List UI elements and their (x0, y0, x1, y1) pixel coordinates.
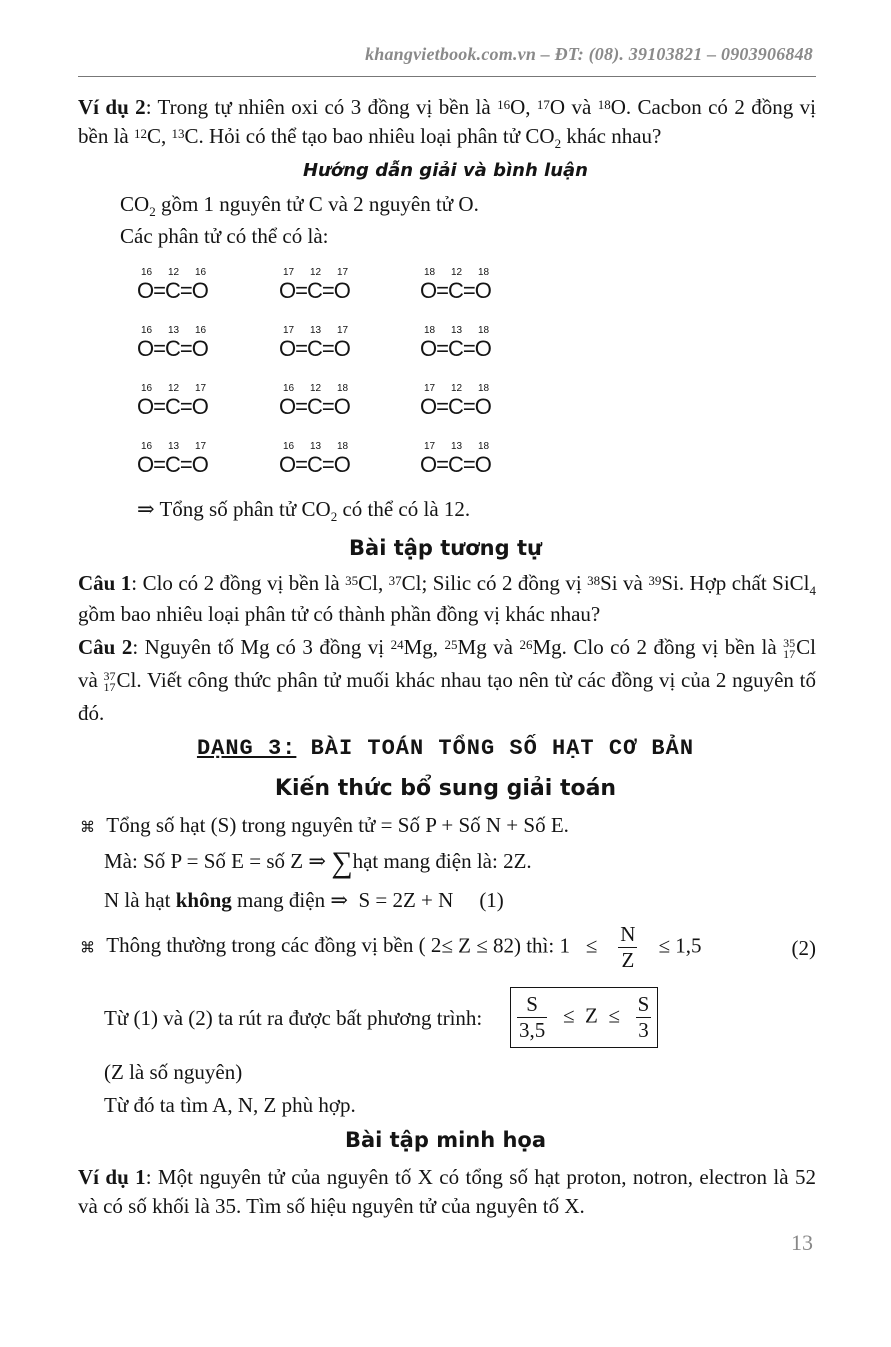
isotope-mass-label: 17 (337, 267, 349, 278)
molecule-formula: O=C=O (420, 452, 491, 477)
page-number: 13 (791, 1230, 813, 1255)
isotope-mass-label: 18 (478, 383, 490, 394)
isotope-mass-label: 17 (424, 383, 436, 394)
inequality-box: $\frac{S}{3,5}$ ≤ Z ≤ $\frac{S}{3}$ (510, 987, 658, 1048)
molecule-formula: O=C=O (137, 336, 208, 361)
question-1: Câu 1: Clo có 2 đồng vị bền là $^{35}$Cl, $^{37}$Cl; Silic có 2 đồng vị $^{38}$Si và $^{39}$Si. Hợp chất SiCl$_4$ gồm bao nhiêu loại phân tử có thành phần đồng vị khác nhau? (78, 571, 817, 626)
molecule-formula: O=C=O (279, 452, 350, 477)
isotope-mass-label: 12 (451, 383, 463, 394)
isotope-mass-label: 17 (337, 325, 349, 336)
co2-composition-line: $CO_2$ gồm 1 nguyên tử C và 2 nguyên tử O. (120, 192, 479, 219)
example-1-paragraph: Ví dụ 1: Một nguyên tử của nguyên tố X có tổng số hạt proton, notron, electron là 52 và có số khối là 35. Tìm số hiệu nguyên tử của nguyên tố X. (78, 1165, 817, 1218)
bullet-1-line-3: N là hạt không mang điện ⇒ S = 2Z + N (1) (104, 888, 504, 912)
isotope-mass-label: 12 (168, 383, 180, 394)
header-rule (78, 76, 816, 77)
isotope-mass-label: 17 (195, 441, 207, 452)
bullet-icon: ⌘ (80, 940, 95, 957)
isotope-mass-label: 18 (478, 267, 490, 278)
isotope-mass-label: 12 (451, 267, 463, 278)
n-over-z-fraction: $\frac{N}{Z}$ (620, 922, 636, 972)
isotope-mass-label: 18 (424, 325, 436, 336)
isotope-mass-label: 17 (283, 325, 295, 336)
co2-molecule (137, 325, 227, 365)
co2-molecule (137, 267, 227, 307)
example-2-paragraph: Ví dụ 2: Trong tự nhiên oxi có 3 đồng vị bền là $^{16}$O, $^{17}$O và $^{18}$O. Cacbon có 2 đồng vị bền là $^{12}$C, $^{13}$C. Hỏi có thể tạo bao nhiêu loại phân tử $CO_2$ khác nhau? (78, 95, 816, 151)
molecule-formula: O=C=O (420, 278, 491, 303)
note-find: Từ đó ta tìm A, N, Z phù hợp. (104, 1093, 356, 1117)
possible-molecules-line: Các phân tử có thể có là: (120, 224, 329, 248)
isotope-mass-label: 18 (478, 441, 490, 452)
isotope-mass-label: 12 (310, 383, 322, 394)
molecule-formula: O=C=O (137, 452, 208, 477)
isotope-mass-label: 13 (451, 325, 463, 336)
bullet-2: ⌘ Thông thường trong các đồng vị bền ( 2≤ Z ≤ 82) thì: 1 ≤ $\frac{N}{Z}$ ≤ 1,5 (2) (80, 922, 816, 972)
isotope-mass-label: 17 (424, 441, 436, 452)
isotope-mass-label: 12 (168, 267, 180, 278)
example-2-label: Ví dụ 2 (78, 95, 146, 119)
isotope-mass-label: 18 (337, 383, 349, 394)
co2-molecule (279, 267, 369, 307)
co2-molecule (137, 441, 227, 481)
co2-molecule (137, 383, 227, 423)
total-line: ⇒ Tổng số phân tử $CO_2$ có thể có là 12. (137, 497, 471, 524)
co2-molecule (420, 441, 510, 481)
isotope-mass-label: 13 (310, 441, 322, 452)
molecule-formula: O=C=O (137, 394, 208, 419)
isotope-mass-label: 17 (195, 383, 207, 394)
isotope-mass-label: 16 (141, 325, 153, 336)
page-header: khangvietbook.com.vn – ĐT: (08). 39103821 – 0903906848 (365, 44, 813, 64)
question-2: Câu 2: Nguyên tố Mg có 3 đồng vị $^{24}$Mg, $^{25}$Mg và $^{26}$Mg. Clo có 2 đồng vị bền là 35 17Cl và 37 17Cl. Viết công thức phân tử muối khác nhau tạo nên từ các đồng vị của 2 nguyên tố đó. (78, 635, 817, 725)
knowledge-title: Kiến thức bổ sung giải toán (274, 776, 617, 801)
isotope-mass-label: 16 (141, 383, 153, 394)
co2-molecule (279, 383, 369, 423)
molecule-formula: O=C=O (279, 278, 350, 303)
bullet-icon: ⌘ (80, 820, 95, 836)
isotope-mass-label: 12 (310, 267, 322, 278)
molecule-formula: O=C=O (137, 278, 208, 303)
isotope-mass-label: 13 (310, 325, 322, 336)
co2-molecule (279, 325, 369, 365)
isotope-mass-label: 16 (283, 383, 295, 394)
isotope-mass-label: 13 (168, 325, 180, 336)
molecule-formula: O=C=O (420, 336, 491, 361)
isotope-mass-label: 18 (478, 325, 490, 336)
cl37-nuclide: 37 17 (103, 669, 116, 694)
isotope-mass-label: 16 (141, 441, 153, 452)
illustration-title: Bài tập minh họa (344, 1128, 547, 1152)
note-integer: (Z là số nguyên) (104, 1060, 243, 1084)
co2-molecule (420, 267, 510, 307)
isotope-mass-label: 16 (283, 441, 295, 452)
molecule-formula: O=C=O (279, 394, 350, 419)
isotope-mass-label: 17 (283, 267, 295, 278)
molecule-formula: O=C=O (279, 336, 350, 361)
isotope-mass-label: 16 (195, 325, 207, 336)
molecule-formula: O=C=O (420, 394, 491, 419)
isotope-mass-label: 16 (141, 267, 153, 278)
co2-molecule (420, 383, 510, 423)
isotope-mass-label: 13 (168, 441, 180, 452)
isotope-mass-label: 18 (337, 441, 349, 452)
section-dang-3: DẠNG 3: BÀI TOÁN TỔNG SỐ HẠT CƠ BẢN (196, 736, 695, 761)
isotope-mass-label: 13 (451, 441, 463, 452)
isotope-mass-label: 16 (195, 267, 207, 278)
bullet-1-line-1: ⌘ Tổng số hạt (S) trong nguyên tử = Số P + Số N + Số E. (80, 813, 569, 837)
bullet-1-line-2: Mà: Số P = Số E = số Z ⇒ ∑hạt mang điện là: 2Z. (104, 846, 532, 879)
similar-exercises-title: Bài tập tương tự (349, 536, 542, 560)
sigma-symbol: ∑ (331, 846, 353, 879)
guide-title: Hướng dẫn giải và bình luận (302, 160, 588, 181)
inequality-intro: Từ (1) và (2) ta rút ra được bất phương trình: (104, 1006, 483, 1030)
co2-molecule (279, 441, 369, 481)
co2-molecule (420, 325, 510, 365)
isotope-mass-label: 18 (424, 267, 436, 278)
cl35-nuclide: 35 17 (783, 636, 796, 661)
